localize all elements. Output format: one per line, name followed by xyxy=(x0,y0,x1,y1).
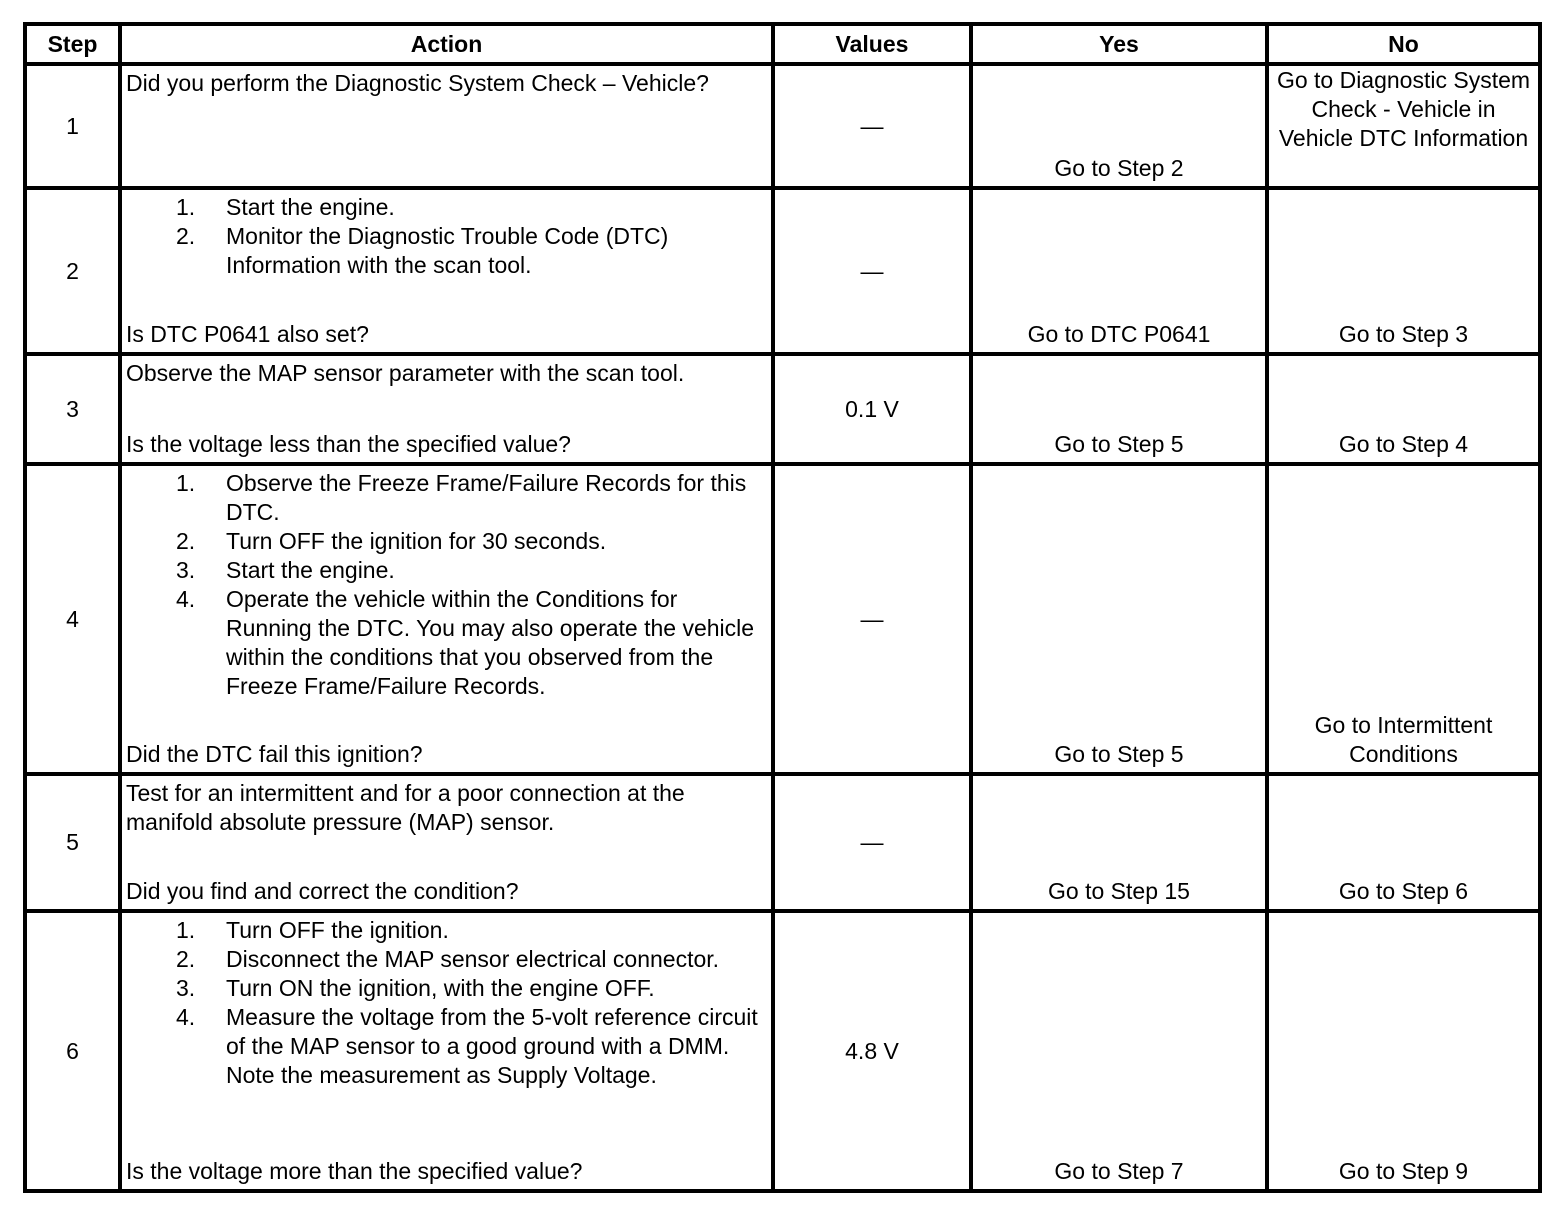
action-question: Is DTC P0641 also set? xyxy=(126,321,369,347)
table-row xyxy=(25,464,1540,774)
header-action: Action xyxy=(120,24,773,64)
list-item-text: Measure the voltage from the 5-volt reference circuit of the MAP sensor to a good ground with a DMM. Note the measurement as Supply Voltage. xyxy=(226,1004,758,1088)
list-item-number: 4. xyxy=(176,586,196,612)
yes-result: Go to Step 7 xyxy=(971,911,1267,1191)
action-content xyxy=(126,66,767,186)
action-content xyxy=(126,466,767,772)
list-item-text: Operate the vehicle within the Conditions for Running the DTC. You may also operate the vehicle within the conditions that you observed from the Freeze Frame/Failure Records. xyxy=(226,586,755,699)
specified-value: — xyxy=(773,64,971,188)
list-item-number: 1. xyxy=(176,194,196,220)
specified-value: — xyxy=(773,464,971,774)
yes-result: Go to Step 2 xyxy=(971,64,1267,188)
action-list-item xyxy=(126,585,767,701)
step-number: 3 xyxy=(25,354,120,464)
action-intro: Observe the MAP sensor parameter with the scan tool. xyxy=(126,360,685,386)
table-row xyxy=(25,354,1540,464)
action-instructions xyxy=(126,466,767,701)
action-cell xyxy=(120,464,773,774)
action-cell xyxy=(120,774,773,911)
action-instructions xyxy=(126,913,767,1090)
action-content xyxy=(126,356,767,462)
action-instructions xyxy=(126,776,767,837)
table-row xyxy=(25,774,1540,911)
action-list-item xyxy=(126,916,767,945)
action-content xyxy=(126,190,767,352)
no-result: Go to Step 9 xyxy=(1267,911,1540,1191)
action-list-item xyxy=(126,469,767,527)
no-result: Go to Diagnostic System Check - Vehicle in Vehicle DTC Information xyxy=(1267,64,1540,188)
yes-result: Go to Step 5 xyxy=(971,464,1267,774)
yes-result: Go to Step 5 xyxy=(971,354,1267,464)
action-intro: Did you perform the Diagnostic System Check – Vehicle? xyxy=(126,70,709,96)
action-list-item xyxy=(126,1003,767,1090)
action-list-item xyxy=(126,556,767,585)
action-cell xyxy=(120,911,773,1191)
table-row xyxy=(25,188,1540,354)
action-list-item xyxy=(126,945,767,974)
step-number: 4 xyxy=(25,464,120,774)
action-cell xyxy=(120,64,773,188)
action-question: Did the DTC fail this ignition? xyxy=(126,741,423,767)
action-list-item xyxy=(126,193,767,222)
list-item-number: 3. xyxy=(176,557,196,583)
list-item-number: 2. xyxy=(176,223,196,249)
header-yes: Yes xyxy=(971,24,1267,64)
list-item-number: 3. xyxy=(176,975,196,1001)
specified-value: 0.1 V xyxy=(773,354,971,464)
action-question: Is the voltage more than the specified value? xyxy=(126,1158,583,1184)
action-list-item xyxy=(126,527,767,556)
list-item-number: 1. xyxy=(176,917,196,943)
diagnostic-table xyxy=(23,22,1542,1193)
action-content xyxy=(126,776,767,909)
action-list xyxy=(126,916,767,1090)
action-list xyxy=(126,469,767,701)
list-item-text: Turn OFF the ignition. xyxy=(226,917,449,943)
list-item-text: Monitor the Diagnostic Trouble Code (DTC) Information with the scan tool. xyxy=(226,223,669,278)
action-instructions xyxy=(126,66,767,98)
action-instructions xyxy=(126,190,767,280)
diagnostic-table-frame xyxy=(23,22,1538,1193)
step-number: 5 xyxy=(25,774,120,911)
header-row xyxy=(25,24,1540,64)
action-list xyxy=(126,193,767,280)
header-no: No xyxy=(1267,24,1540,64)
action-intro: Test for an intermittent and for a poor connection at the manifold absolute pressure (MAP) sensor. xyxy=(126,780,685,835)
specified-value: — xyxy=(773,188,971,354)
action-question: Is the voltage less than the specified value? xyxy=(126,431,571,457)
step-number: 6 xyxy=(25,911,120,1191)
action-list-item xyxy=(126,222,767,280)
list-item-text: Turn ON the ignition, with the engine OFF. xyxy=(226,975,655,1001)
no-result: Go to Step 4 xyxy=(1267,354,1540,464)
action-content xyxy=(126,913,767,1189)
list-item-number: 1. xyxy=(176,470,196,496)
list-item-number: 2. xyxy=(176,528,196,554)
yes-result: Go to Step 15 xyxy=(971,774,1267,911)
specified-value: — xyxy=(773,774,971,911)
header-step: Step xyxy=(25,24,120,64)
yes-result: Go to DTC P0641 xyxy=(971,188,1267,354)
table-row xyxy=(25,911,1540,1191)
list-item-text: Start the engine. xyxy=(226,557,395,583)
no-result: Go to Intermittent Conditions xyxy=(1267,464,1540,774)
list-item-text: Start the engine. xyxy=(226,194,395,220)
action-cell xyxy=(120,354,773,464)
table-row xyxy=(25,64,1540,188)
action-question: Did you find and correct the condition? xyxy=(126,878,519,904)
list-item-text: Turn OFF the ignition for 30 seconds. xyxy=(226,528,607,554)
list-item-text: Observe the Freeze Frame/Failure Records for this DTC. xyxy=(226,470,747,525)
action-cell xyxy=(120,188,773,354)
no-result: Go to Step 3 xyxy=(1267,188,1540,354)
no-result: Go to Step 6 xyxy=(1267,774,1540,911)
action-list-item xyxy=(126,974,767,1003)
list-item-number: 4. xyxy=(176,1004,196,1030)
action-question xyxy=(126,183,767,186)
step-number: 2 xyxy=(25,188,120,354)
action-instructions xyxy=(126,356,767,388)
specified-value: 4.8 V xyxy=(773,911,971,1191)
list-item-text: Disconnect the MAP sensor electrical connector. xyxy=(226,946,720,972)
list-item-number: 2. xyxy=(176,946,196,972)
step-number: 1 xyxy=(25,64,120,188)
header-values: Values xyxy=(773,24,971,64)
